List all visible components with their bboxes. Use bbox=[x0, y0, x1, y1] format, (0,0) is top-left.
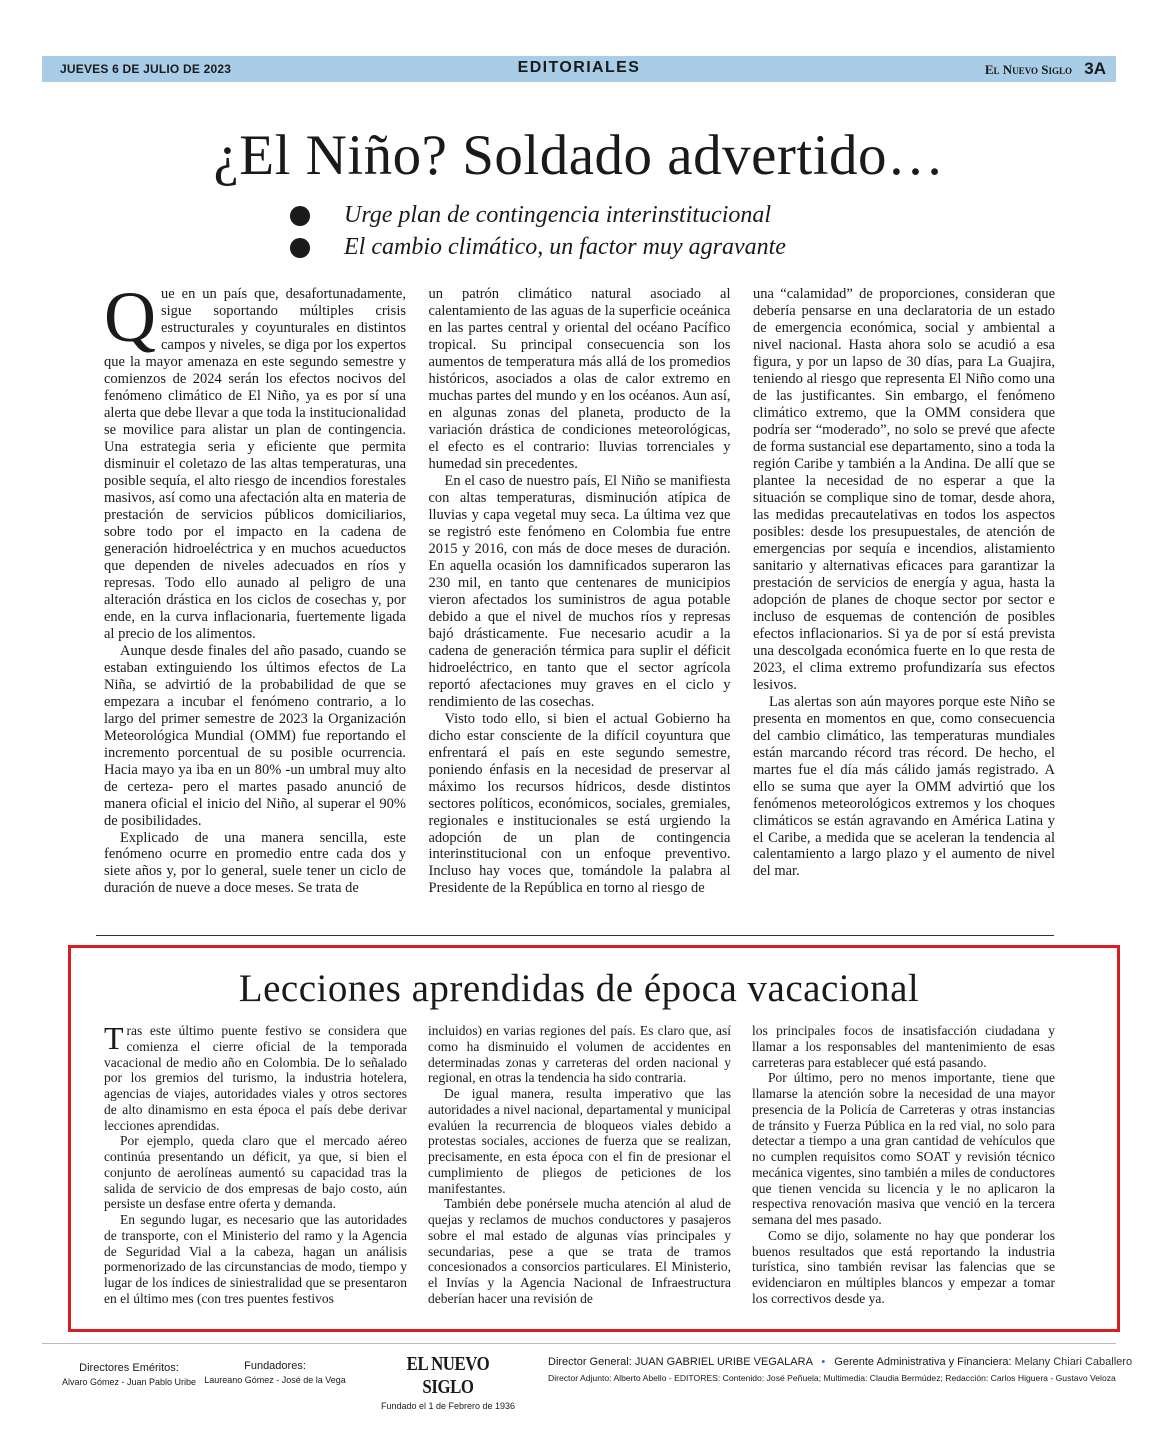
subhead-item bbox=[290, 200, 930, 232]
paragraph: una “calamidad” de proporciones, consideran que debería pensarse en una declaratoria de un estado de emergencia económica, social y ambiental a nivel nacional. Hasta ahora solo se acudió a esa figura, y por un lapso de 30 días, para La Guajira, teniendo al riesgo que representa El Niño como una de las justificantes. Sin embargo, el fenómeno climático extremo, que la OMM considera que podría ser “moderado”, no solo se prevé que afecte de forma sustancial ese departamento, sino a toda la región Caribe y también a la Andina. De allí que se plantee la necesidad de no esperar a que la situación se complique sino de tomar, desde ahora, las medidas precautelativas en todos los aspectos posibles: desde los presupuestales, de atención de emergencias por sequía e incendios, alistamiento sanitario y alternativas eficaces para garantizar la prestación de servicios de energía y agua, hasta la adopción de planes de choque sector por sector e incluso de esquemas de contención de posibles efectos inflacionarios. Si ya de por sí está prevista una descolgada económica fuerte en lo que resta de 2023, el clima extremo profundizaría sus efectos lesivos. bbox=[753, 286, 1055, 693]
paragraph: Las alertas son aún mayores porque este Niño se presenta en momentos en que, como consecuencia del cambio climático, las temperaturas mundiales están marcando récord tras récord. De hecho, el martes fue el día más cálido jamás registrado. A ello se suma que ayer la OMM advirtió que los fenómenos meteorológicos extremos y los choques climáticos se están agravando en América Latina y el Caribe, a medida que se aceleran la tendencia al calentamiento a largo plazo y el aumento de nivel del mar. bbox=[753, 693, 1055, 880]
founded-date: Fundado el 1 de Febrero de 1936 bbox=[380, 1401, 516, 1411]
section-divider bbox=[96, 935, 1054, 936]
paragraph: un patrón climático natural asociado al calentamiento de las aguas de la superficie oceánica en las partes central y oriental del océano Pacífico tropical. Su principal consecuencia son los aumentos de temperatura más allá de los promedios históricos, asociados a olas de calor extremo en muchas partes del mundo y en los océanos. Aun así, en algunas zonas del planeta, producto de la variación drástica de condiciones meteorológicas, el efecto es el contrario: lluvias torrenciales y humedad sin precedentes. bbox=[428, 286, 731, 472]
staff-credits bbox=[548, 1356, 1133, 1383]
article-column bbox=[753, 286, 1055, 897]
section-header-bar bbox=[42, 56, 1116, 82]
editorial-1-headline: ¿El Niño? Soldado advertido… bbox=[213, 124, 945, 187]
newspaper-logo: EL NUEVO SIGLO bbox=[406, 1353, 490, 1398]
article-column bbox=[429, 286, 731, 897]
paragraph: los principales focos de insatisfacción ciudadana y llamar a los responsables del mantenimiento de esas carreteras para establecer qué está pasando. bbox=[752, 1023, 1055, 1070]
paragraph: Que en un país que, desafortunadamente, sigue soportando múltiples crisis estructurales y coyunturales en distintos campos y niveles, se diga por los expertos que la mayor amenaza en este segundo semestre y comienzos de 2024 serán los efectos nocivos del fenómeno climático de El Niño, ya es por sí una alerta que debe llevar a que toda la institucionalidad se movilice para alistar un plan de contingencia. Una estrategia seria y eficiente que permita disminuir el coletazo de las altas temperaturas, una posible sequía, el alto riesgo de incendios forestales masivos, así como una afectación alta en materia de prestación de servicios públicos domiciliarios, sobre todo por el impacto en la cadena de generación hidroeléctrica y en muchos acueductos que dependen de niveles adecuados en ríos y represas. Todo ello aunado al peligro de una alteración drástica en los ciclos de cosechas y, por ende, en la curva inflacionaria, fuertemente ligada al precio de los alimentos. bbox=[104, 277, 406, 642]
founders bbox=[200, 1360, 350, 1385]
section-title: EDITORIALES bbox=[517, 59, 641, 76]
subhead-text: El cambio climático, un factor muy agravante bbox=[344, 234, 786, 260]
emeritus-label: Directores Eméritos: bbox=[79, 1362, 179, 1374]
paragraph: Por ejemplo, queda claro que el mercado aéreo continúa presentando un déficit, ya que, si bien el conjunto de aerolíneas aumentó su capacidad tras la salida de servicio de dos empresas de bajo costo, aún persiste un desfase entre oferta y demanda. bbox=[104, 1133, 407, 1212]
article-column bbox=[104, 277, 406, 897]
paragraph: Visto todo ello, si bien el actual Gobierno ha dicho estar consciente de la difícil coyuntura que enfrentará el país en este segundo semestre, poniendo énfasis en la necesidad de preservar al máximo los recursos hídricos, desde distintos sectores políticos, económicos, sociales, gremiales, regionales e institucionales se está urgiendo la adopción de un plan de contingencia interinstitucional con un enfoque preventivo. Incluso hay voces que, tomándole la palabra al Presidente de la República en torno al riesgo de bbox=[428, 710, 731, 897]
emeritus-directors bbox=[48, 1362, 210, 1387]
paragraph: También debe ponérsele mucha atención al alud de quejas y reclamos de muchos conductores y pasajeros sobre el mal estado de algunas vías principales y secundarias, pese a que se trata de tramos concesionados a consorcios particulares. El Ministerio, el Invías y la Agencia Nacional de Infraestructura deberían hacer una revisión de bbox=[428, 1196, 731, 1306]
drop-cap: T bbox=[104, 1020, 124, 1056]
paragraph: Explicado de una manera sencilla, este fenómeno ocurre en promedio entre cada dos y siete años y, por lo general, suele tener un ciclo de duración de nueve a doce meses. Se trata de bbox=[104, 829, 406, 897]
paragraph: En segundo lugar, es necesario que las autoridades de transporte, con el Ministerio del ramo y la Agencia de Seguridad Vial a la cabeza, hagan un análisis pormenorizado de las circunstancias de modo, tiempo y lugar de los índices de siniestralidad que se presentaron en el último mes (con tres puentes festivos bbox=[104, 1212, 407, 1306]
paragraph: De igual manera, resulta imperativo que las autoridades a nivel nacional, departamental y municipal evalúen la recurrencia de bloqueos viales debido a protestas sociales, acciones de fuerza que se realizan, precisamente, en esta época con el fin de presionar el cumplimiento de pliegos de peticiones de los manifestantes. bbox=[428, 1086, 731, 1196]
founders-names: Laureano Gómez - José de la Vega bbox=[204, 1375, 346, 1385]
issue-date: JUEVES 6 DE JULIO DE 2023 bbox=[60, 62, 232, 76]
bullet-icon bbox=[290, 238, 310, 258]
page-number: 3A bbox=[1084, 59, 1106, 78]
footer-masthead bbox=[378, 1353, 518, 1411]
masthead-brand: El Nuevo Siglo bbox=[984, 62, 1072, 77]
paragraph: Como se dijo, solamente no hay que ponderar los buenos resultados que está reportando la industria turística, sino también revisar las falencias que se evidenciaron en múltiples blancos y empezar a tomar los correctivos desde ya. bbox=[752, 1227, 1055, 1306]
paragraph: En el caso de nuestro país, El Niño se manifiesta con altas temperaturas, disminución atípica de lluvias y capa vegetal muy seca. La última vez que se registró este fenómeno en Colombia fue entre 2015 y 2016, con más de doce meses de duración. En aquella ocasión los damnificados superaron las 230 mil, en tanto que centenares de municipios vieron afectados los suministros de agua potable debido a que el nivel de muchos ríos y represas bajó drásticamente. Fue necesario acudir a la cadena de generación térmica para suplir el déficit hidroeléctrico, en tanto que el sector agrícola reportó afectaciones muy graves en el ciclo y rendimiento de las cosechas. bbox=[428, 472, 731, 710]
manager-label: Gerente Administrativa y Financiera: bbox=[834, 1356, 1012, 1368]
editorial-2-body bbox=[104, 1020, 1055, 1307]
paragraph: Aunque desde finales del año pasado, cuando se estaban extinguiendo los últimos efectos de La Niña, se advirtió de la probabilidad de que se empezara a incubar el fenómeno contrario, a lo largo del primer semestre de 2023 la Organización Meteorológica Mundial (OMM) fue reportando el incremento porcentual de su posible ocurrencia. Hacia mayo ya iba en un 80% -un umbral muy alto de certeza- pero el martes pasado anunció de manera oficial el inicio del Niño, al superar el 90% de posibilidades. bbox=[104, 642, 406, 829]
director-name: JUAN GABRIEL URIBE VEGALARA bbox=[634, 1356, 813, 1368]
management-line bbox=[548, 1356, 1133, 1368]
separator-dot-icon: • bbox=[821, 1356, 826, 1368]
article-column bbox=[428, 1023, 731, 1307]
subhead-text: Urge plan de contingencia interinstitucional bbox=[344, 202, 772, 228]
footer-divider bbox=[42, 1343, 1116, 1344]
drop-cap: Q bbox=[104, 277, 156, 357]
editorial-2-headline: Lecciones aprendidas de época vacacional bbox=[238, 967, 920, 1010]
director-label: Director General: bbox=[548, 1356, 632, 1368]
subhead-item bbox=[290, 232, 930, 264]
article-column bbox=[104, 1020, 407, 1307]
manager-name: Melany Chiari Caballero bbox=[1014, 1356, 1133, 1368]
bullet-icon bbox=[290, 206, 310, 226]
editors-line: Director Adjunto: Alberto Abello - EDITORES: Contenido: José Peñuela; Multimedia: Claudia Bermúdez; Redacción: Carlos Higuera - Gustavo Veloza bbox=[548, 1373, 1116, 1383]
founders-label: Fundadores: bbox=[244, 1360, 306, 1372]
paragraph: incluidos) en varias regiones del país. Es claro que, así como ha disminuido el volumen de accidentes en determinadas zonas y carreteras del orden nacional y regional, en otras la tendencia ha sido contraria. bbox=[428, 1023, 731, 1086]
emeritus-names: Alvaro Gómez - Juan Pablo Uribe bbox=[61, 1377, 197, 1387]
paragraph: Por último, pero no menos importante, tiene que llamarse la atención sobre la necesidad de una mayor presencia de la Policía de Carreteras y otras instancias de tránsito y Fuerza Pública en la red vial, no solo para detectar a tiempo a una gran cantidad de vehículos que no cumplen requisitos como SOAT y revisión técnico mecánica vigentes, sino también a miles de conductores que tienen vencida su licencia y le no aplicaron la respectiva renovación masiva que venció en la tercera semana del mes pasado. bbox=[752, 1070, 1055, 1227]
editorial-1-subheads bbox=[290, 200, 930, 264]
editorial-1-body bbox=[104, 277, 1055, 897]
article-column bbox=[752, 1023, 1055, 1307]
paragraph: Tras este último puente festivo se considera que comienza el cierre oficial de la temporada vacacional de medio año en Colombia. De lo señalado por los gremios del turismo, la industria hotelera, agencias de viajes, autoridades viales y otros sectores de alto dinamismo en esta época el país debe derivar lecciones aprendidas. bbox=[104, 1020, 407, 1133]
